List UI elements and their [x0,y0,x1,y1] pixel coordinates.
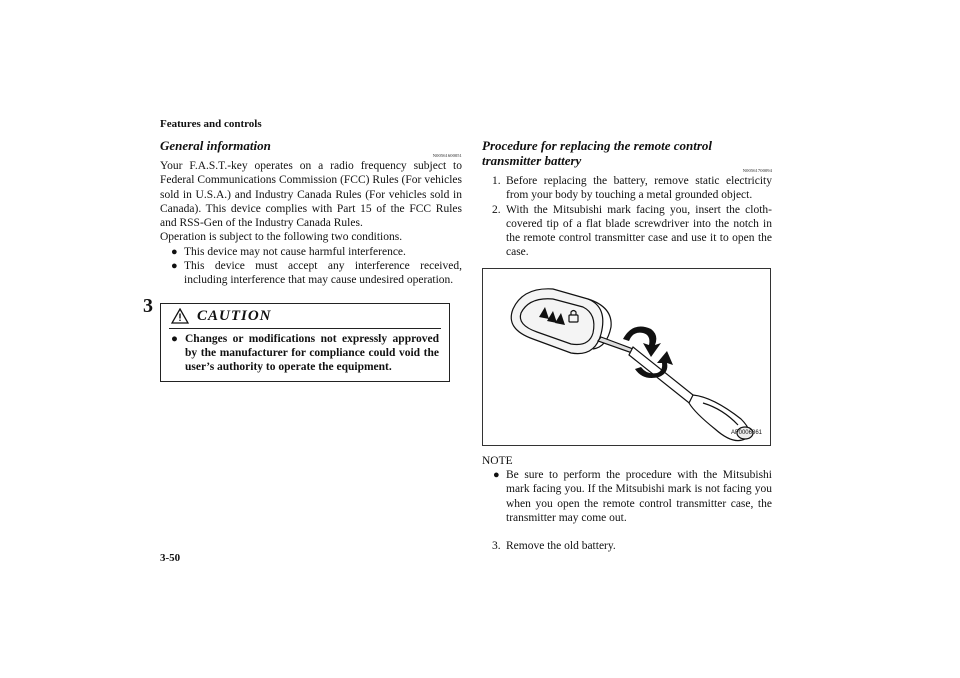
heading-code: N00561600051 [432,153,462,158]
bullet-icon: ● [493,469,500,482]
right-column [482,138,772,554]
divider [169,328,441,329]
list-item: 1. Before replacing the battery, remove static electricity from your body by touching a metal grounded object. [492,175,772,202]
transmitter-figure [482,268,771,446]
note-list [482,468,772,525]
spacer [482,525,772,539]
bullet-icon: ● [171,245,178,258]
bullet-icon: ● [171,260,178,273]
heading-code: N00561700094 [742,168,772,173]
procedure-heading: Procedure for replacing the remote control transmitter battery [482,138,713,168]
screwdriver-illustration [483,269,770,445]
caution-text: ● Changes or modifications not expressly approved by the manufacturer for compliance could void the user’s authority to operate the equipment. [171,332,439,374]
conditions-list [160,245,462,288]
key-fob-icon [511,289,611,354]
section-header: Features and controls [160,118,262,130]
fcc-paragraph: Your F.A.S.T.-key operates on a radio frequency subject to Federal Communications Commission (FCC) Rules (For vehicles sold in U.S.A.) and Industry Canada Rules (For vehicles sold in Canada). This device complies with Part 15 of the FCC Rules and RSS-Gen of the Industry Canada Rules. [160,160,462,230]
figure-label: AF0006861 [730,430,762,437]
list-item: ● Be sure to perform the procedure with the Mitsubishi mark facing you. If the Mitsubishi mark is not facing you when you open the remote control transmitter case, the transmitter may come out. [493,469,772,524]
caution-word: CAUTION [197,307,272,324]
note-label: NOTE [482,454,513,467]
left-column [160,138,462,382]
screwdriver-icon [598,337,753,441]
page-number: 3-50 [160,552,181,564]
caution-title [161,306,449,326]
bullet-icon: ● [171,332,178,345]
general-information-heading: General information [160,138,271,153]
caution-box [160,303,450,382]
warning-triangle-icon [171,308,189,324]
steps-list-continued [482,539,772,553]
list-item: ● This device must accept any interference received, including interference that may cause undesired operation. [171,260,462,287]
conditions-intro: Operation is subject to the following two conditions. [160,231,403,244]
list-item: ● This device may not cause harmful interference. [171,245,406,258]
list-item: 2. With the Mitsubishi mark facing you, insert the cloth-covered tip of a flat blade screwdriver into the notch in the remote control transmitter case and use it to open the case. [492,203,772,259]
steps-list [482,174,772,260]
list-item: 3. Remove the old battery. [492,540,616,553]
chapter-tab: 3 [143,295,153,317]
